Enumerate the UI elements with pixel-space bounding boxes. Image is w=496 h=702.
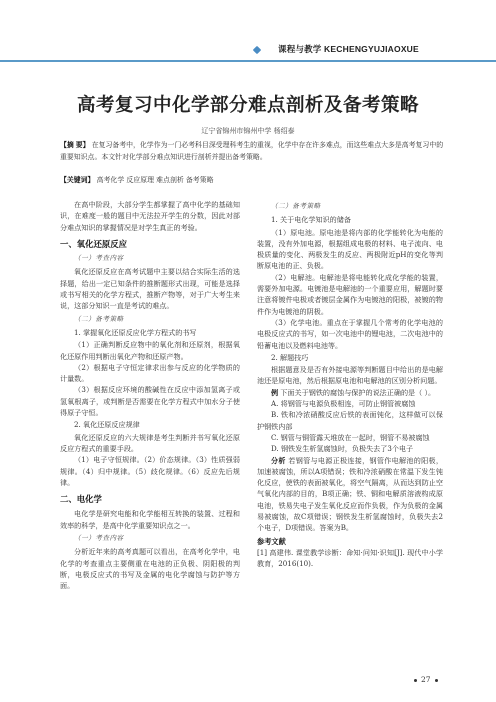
paragraph: 氧化还原反应在高考试题中主要以结合实际生活的选择题，给出一定已知条件的推断题形式出现，可能是选择或书写相关的化学方程式，推断产物等，对于广大考生来说，这部分知识一直是考试的难点。	[60, 267, 240, 311]
example-label: 例	[271, 387, 279, 397]
paragraph: 电化学是研究电能和化学能相互转换的装置、过程和效率的科学，是高中化学重要知识点之一。	[60, 509, 240, 530]
subsection-heading: （一）考查内容	[74, 254, 124, 263]
analysis-label: 分析	[271, 455, 286, 465]
intro-paragraph: 在高中阶段，大部分学生都掌握了高中化学的基础知识，在难度一般的题目中无法拉开学生的分数，因此对部分难点知识的掌握情况是对学生真正的考验。	[60, 200, 240, 232]
right-column	[257, 199, 443, 570]
subsection-heading: （二）备考策略	[74, 314, 124, 323]
analysis	[257, 455, 443, 534]
left-column	[60, 199, 240, 592]
section-heading: 二、电化学	[60, 494, 102, 505]
paragraph: （2）电解池。电解池是将电能转化成化学能的装置，需要外加电源。电镀池是电解池的一个重要应用，解题时要注意将镀件电极或者镀层金属作为电镀池的阳极，被镀的物件作为电镀池的阴极。	[257, 272, 443, 316]
list-heading: 1. 掌握氧化还原反应化学方程式的书写	[74, 327, 197, 337]
paragraph: （3）根据反应环境的酸碱性在反应中添加氢离子或氢氧根离子，或判断是否需要在化学方程式中加水分子使得原子守恒。	[60, 385, 240, 418]
option-b: B. 铁和冷浓硝酸反应后铁的表面钝化，这样做可以保护钢铁内部	[257, 410, 443, 431]
reference-item: [1] 高建伟. 课堂教学诊断：命知·问知·识知[J]. 现代中小学教育，2016(10).	[257, 547, 443, 569]
list-heading: 2. 解题技巧	[271, 352, 309, 362]
article-title: 高考复习中化学部分难点剖析及备考策略	[76, 95, 419, 116]
keywords	[60, 175, 445, 186]
analysis-text: 若钢管与电源正极连接，钢管作电解池的阳极，加速被腐蚀，所以A项错误；铁和冷浓硝酸在常温下发生钝化反应，使铁的表面被氧化，将空气隔离，从而达到防止空气氧化内部的目的，B项正确；铁、铜和电解质溶液构成原电池，铁易失电子发生氧化反应而作负极，作为负极的金属易被腐蚀，故C项错误；钢铁发生析氢腐蚀时，负极失去2个电子，D项错误。答案为B。	[257, 455, 443, 533]
page-number: 27	[410, 675, 442, 684]
paragraph: （3）化学电池。重点在于掌握几个常考的化学电池的电极反应式的书写，如一次电池中的锂电池，二次电池中的铅蓄电池以及燃料电池等。	[257, 317, 443, 350]
journal-header: 课程与教学 KECHENGYUJIAOXUE	[278, 44, 419, 54]
option-d: D. 钢铁发生析氢腐蚀时，负极失去了3个电子	[271, 444, 414, 454]
option-a: A. 将钢管与电源负极相连，可防止钢管被腐蚀	[271, 399, 416, 409]
author-line: 辽宁省锦州市锦州中学 杨绍泰	[201, 127, 295, 135]
paragraph: 根据题意及是否有外接电源等判断题目中给出的是电解池还是原电池，然后根据原电池和电解池的区别分析问题。	[257, 365, 443, 386]
paragraph: （1）正确判断反应物中的氧化剂和还原剂，根据氧化还原作用判断出氧化产物和还原产物。	[60, 340, 240, 361]
list-heading: 2. 氧化还原反应规律	[74, 420, 140, 430]
subsection-heading: （一）考查内容	[74, 534, 124, 543]
section-heading: 一、氧化还原反应	[60, 238, 127, 249]
paragraph: （2）根据电子守恒定律求出参与反应的化学物质的计量数。	[60, 362, 240, 384]
paragraph: （1）原电池。原电池是将内部的化学能转化为电能的装置，没有外加电源，根据组成电极的材料、电子流向、电极质量的变化、两极发生的反应、两极附近pH的变化等判断原电池的正、负极。	[257, 227, 443, 271]
paragraph: （1）电子守恒规律。（2）价态规律。（3）性质强弱规律。（4）归中规律。（5）歧化规律。（6）反应先后规律。	[60, 455, 240, 487]
references-heading: 参考文献	[257, 536, 286, 546]
abstract-text: 在复习备考中，化学作为一门必考科目深受理科考生的重视，化学中存在许多难点，而这些难点大多是高考复习中的重要知识点。本文针对化学部分难点知识进行剖析并提出备考策略。	[60, 141, 444, 161]
header-ornament	[253, 46, 261, 54]
keywords-label: 【关键词】	[60, 177, 95, 184]
example-text: 下面关于钢铁的腐蚀与保护的说法正确的是（ ）。	[280, 387, 436, 397]
abstract	[60, 140, 445, 163]
paragraph: 氧化还原反应的六大规律是考生判断并书写氧化还原反应方程式的重要手段。	[60, 432, 240, 453]
subsection-heading: （二）备考策略	[271, 202, 321, 210]
example-question	[257, 387, 443, 398]
option-c: C. 钢管与铜管露天堆放在一起时，钢管不易被腐蚀	[271, 432, 430, 442]
paragraph: 分析近年来的高考真题可以看出，在高考化学中，电化学的考查重点主要侧重在电池的正负极、阴阳极的判断，电极反应式的书写及金属的电化学腐蚀与防护等方面。	[60, 547, 240, 591]
abstract-label: 【摘 要】	[60, 142, 90, 149]
keywords-text: 高考化学 反应原理 难点剖析 备考策略	[96, 176, 214, 184]
header-rule	[0, 60, 496, 62]
list-heading: 1. 关于电化学知识的储备	[271, 215, 351, 225]
